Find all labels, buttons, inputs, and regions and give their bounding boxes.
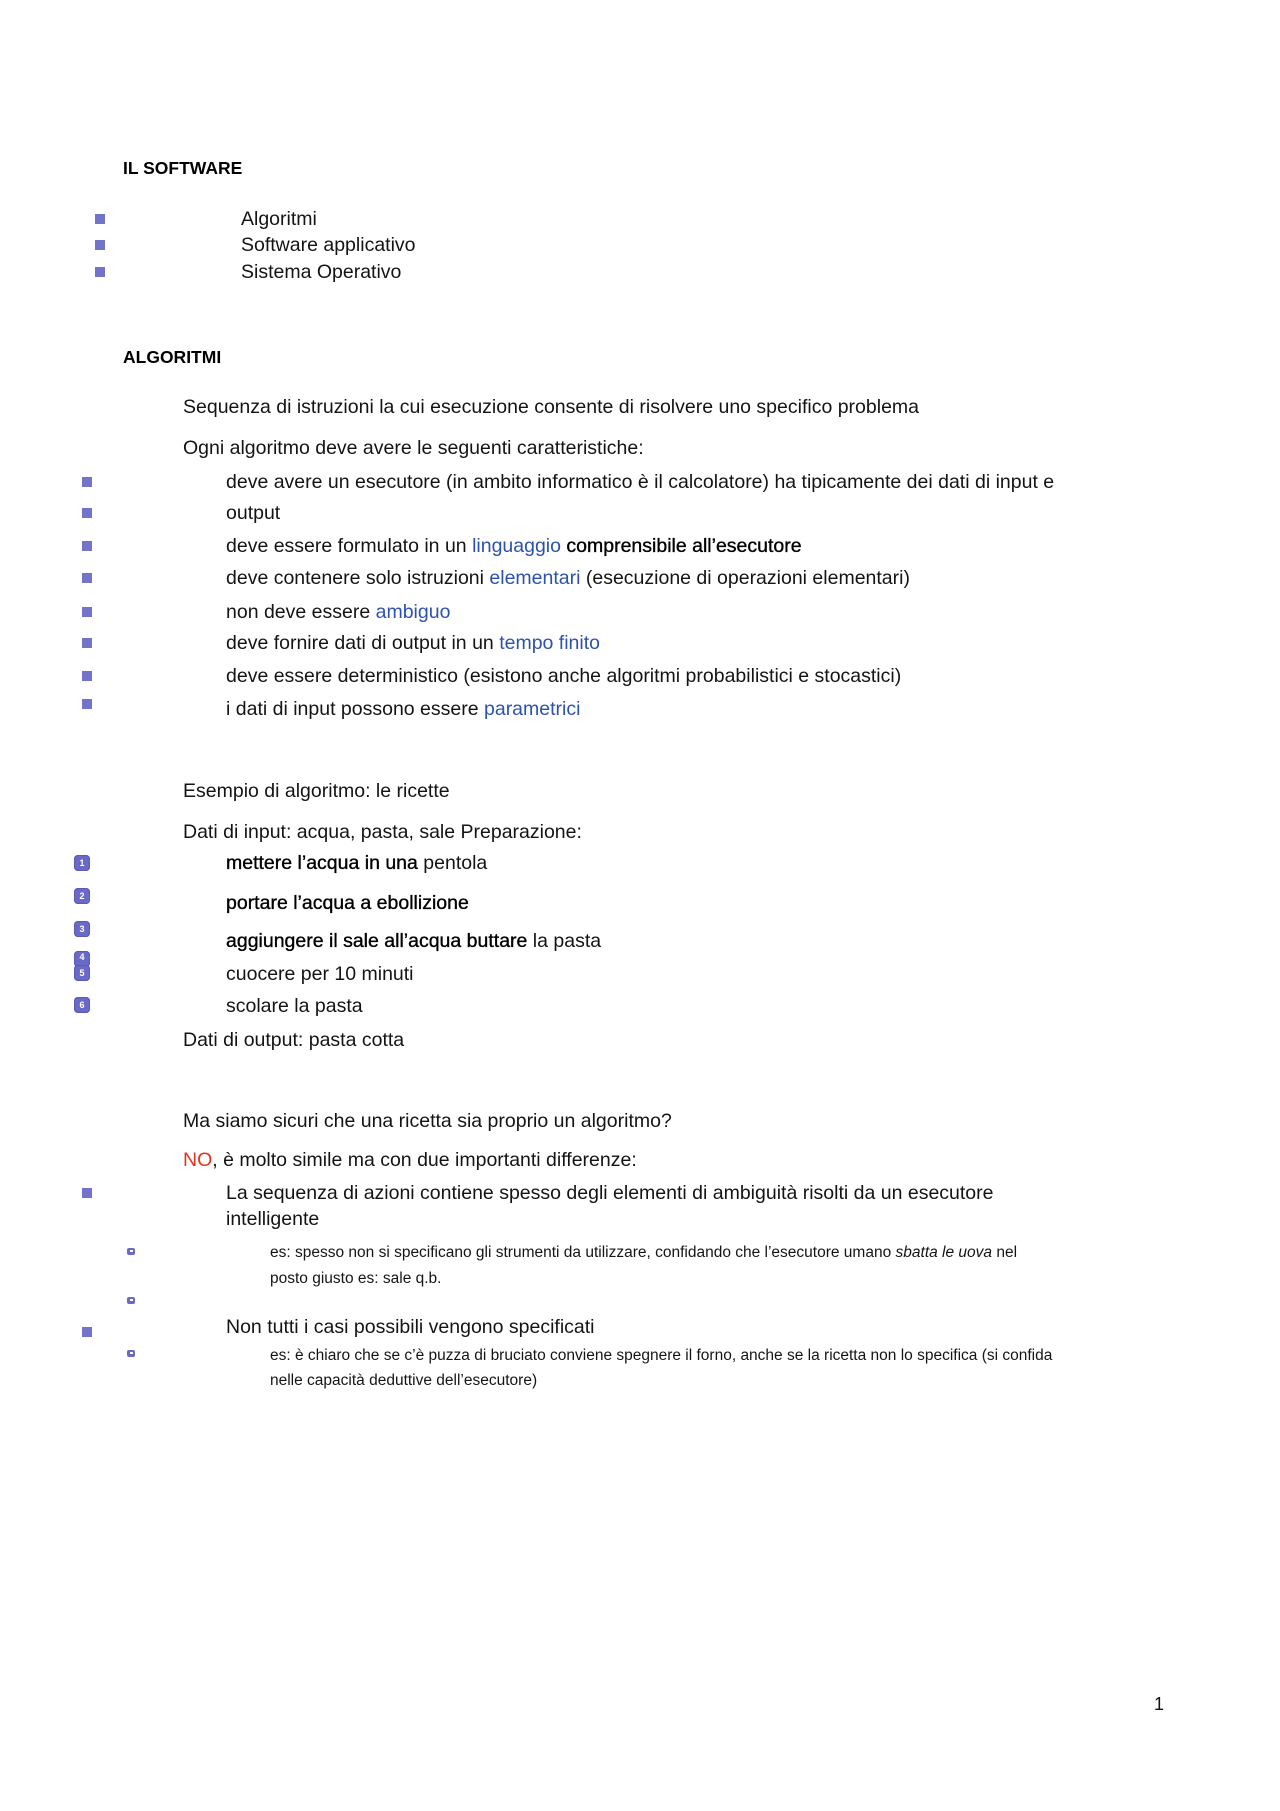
item-text: comprensibile all’esecutore <box>560 535 802 557</box>
square-bullet-icon <box>82 671 92 681</box>
step-number-badge: 2 <box>74 888 90 904</box>
highlighted-term: parametrici <box>484 698 581 720</box>
example-note: nelle capacità deduttive dell’esecutore) <box>270 1372 538 1389</box>
characteristics-intro: Ogni algoritmo deve avere le seguenti caratteristiche: <box>183 437 644 459</box>
square-bullet-icon <box>82 477 92 487</box>
list-item: Software applicativo <box>241 234 416 256</box>
sub-bullet-icon <box>127 1350 135 1357</box>
list-item <box>226 697 580 721</box>
highlighted-term: tempo finito <box>499 632 600 654</box>
step-number-badge: 3 <box>74 921 90 937</box>
difference-text: Non tutti i casi possibili vengono specificati <box>226 1316 595 1338</box>
square-bullet-icon <box>82 1188 92 1198</box>
step-text: cuocere per 10 minuti <box>226 963 414 985</box>
answer-no: NO <box>183 1149 213 1171</box>
list-item <box>226 600 450 624</box>
item-text: i dati di input possono essere <box>226 698 484 720</box>
recipe-step <box>226 891 469 915</box>
difference-text: La sequenza di azioni contiene spesso degli elementi di ambiguità risolti da un esecutore <box>226 1182 994 1204</box>
difference-text: intelligente <box>226 1208 320 1230</box>
step-number-badge: 5 <box>74 965 90 981</box>
item-text: deve fornire dati di output in un <box>226 632 500 654</box>
list-item: deve essere deterministico (esistono anche algoritmi probabilistici e stocastici) <box>226 665 902 687</box>
section-heading-software: IL SOFTWARE <box>123 158 243 178</box>
square-bullet-icon <box>82 607 92 617</box>
list-item <box>226 534 802 558</box>
square-bullet-icon <box>95 214 105 224</box>
recipe-step <box>226 994 363 1018</box>
step-number-badge: 1 <box>74 855 90 871</box>
square-bullet-icon <box>95 240 105 250</box>
item-text: deve contenere solo istruzioni <box>226 567 490 589</box>
step-number-badge: 4 <box>74 951 90 967</box>
step-text: aggiungere il sale all’acqua buttare <box>226 930 528 952</box>
recipe-step <box>226 929 601 953</box>
sub-bullet-icon <box>127 1297 135 1304</box>
item-text: (esecuzione di operazioni elementari) <box>580 567 910 589</box>
square-bullet-icon <box>82 1327 92 1337</box>
answer-text <box>183 1148 637 1172</box>
square-bullet-icon <box>82 638 92 648</box>
example-note: posto giusto es: sale q.b. <box>270 1270 442 1287</box>
list-item: output <box>226 502 281 524</box>
note-text: es: spesso non si specificano gli strumenti da utilizzare, confidando che l’esecutore umano <box>270 1244 896 1261</box>
square-bullet-icon <box>82 573 92 583</box>
list-item: Sistema Operativo <box>241 261 402 283</box>
highlighted-term: elementari <box>489 567 581 589</box>
highlighted-term: ambiguo <box>375 601 451 623</box>
note-italic-text: sbatta le uova <box>895 1244 993 1261</box>
question-text: Ma siamo sicuri che una ricetta sia proprio un algoritmo? <box>183 1110 672 1132</box>
definition-text: Sequenza di istruzioni la cui esecuzione consente di risolvere uno specifico problema <box>183 396 920 418</box>
square-bullet-icon <box>82 508 92 518</box>
example-output: Dati di output: pasta cotta <box>183 1029 405 1051</box>
recipe-step <box>226 962 414 986</box>
step-text: la pasta <box>527 930 602 952</box>
example-note <box>270 1243 1017 1263</box>
step-number-badge: 6 <box>74 997 90 1013</box>
recipe-step <box>226 851 487 875</box>
item-text: deve essere formulato in un <box>226 535 473 557</box>
step-text: mettere l’acqua in una <box>226 852 418 874</box>
square-bullet-icon <box>82 541 92 551</box>
step-text: pentola <box>417 852 488 874</box>
step-text: portare l’acqua a ebollizione <box>226 892 469 914</box>
example-note: es: è chiaro che se c’è puzza di bruciato conviene spegnere il forno, anche se la ricetta non lo specifica (si confida <box>270 1347 1053 1364</box>
step-text: scolare la pasta <box>226 995 363 1017</box>
list-item <box>226 566 910 590</box>
answer-rest: , è molto simile ma con due importanti differenze: <box>212 1149 637 1171</box>
square-bullet-icon <box>82 699 92 709</box>
list-item <box>226 631 600 655</box>
example-input: Dati di input: acqua, pasta, sale Preparazione: <box>183 821 582 843</box>
highlighted-term: linguaggio <box>472 535 561 557</box>
sub-bullet-icon <box>127 1248 135 1255</box>
square-bullet-icon <box>95 267 105 277</box>
section-heading-algoritmi: ALGORITMI <box>123 347 222 367</box>
page-number: 1 <box>1154 1694 1165 1714</box>
note-text: nel <box>992 1244 1018 1261</box>
list-item: Algoritmi <box>241 208 317 230</box>
item-text: non deve essere <box>226 601 376 623</box>
list-item: deve avere un esecutore (in ambito informatico è il calcolatore) ha tipicamente dei dati di input e <box>226 471 1055 493</box>
example-title: Esempio di algoritmo: le ricette <box>183 780 450 802</box>
